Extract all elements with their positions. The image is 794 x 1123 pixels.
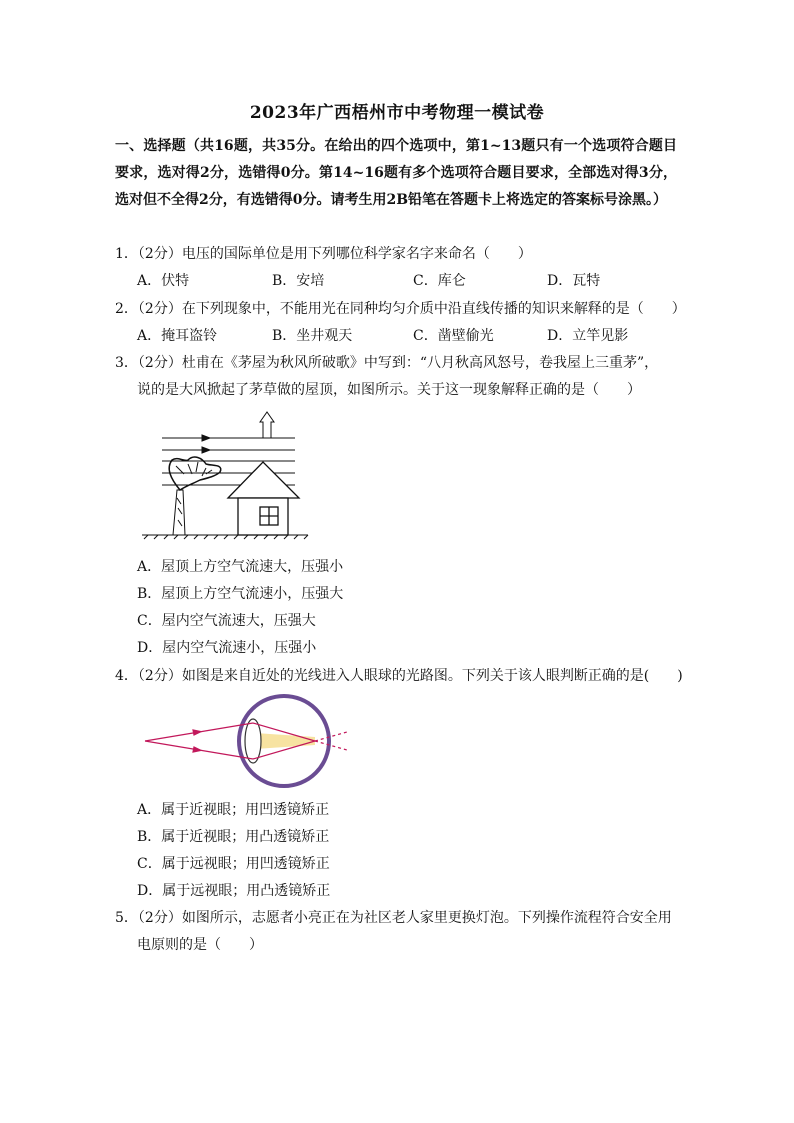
q1-option-d[interactable]: D．瓦特: [547, 273, 601, 289]
page-title: 2023年广西梧州市中考物理一模试卷: [249, 103, 545, 123]
q2-option-a[interactable]: A．掩耳盗铃: [137, 328, 218, 344]
question-1: 1．（2分）电压的国际单位是用下列哪位科学家名字来命名（ ）: [115, 246, 532, 262]
question-5-line-2: 电原则的是（ ）: [137, 937, 263, 953]
eye-lens-figure: [143, 693, 348, 793]
up-arrow-icon: [260, 412, 274, 438]
q3-option-d[interactable]: D．屋内空气流速小，压强小: [137, 640, 317, 656]
q3-option-c[interactable]: C．屋内空气流速大，压强大: [137, 613, 316, 629]
q2-option-b[interactable]: B．坐井观天: [272, 328, 353, 344]
house-tree-wind-figure: [140, 408, 310, 540]
tree-icon: [169, 457, 221, 535]
q1-option-a[interactable]: A．伏特: [137, 273, 190, 289]
q4-option-d[interactable]: D．属于远视眼；用凸透镜矫正: [137, 883, 331, 899]
q4-option-b[interactable]: B．属于近视眼；用凸透镜矫正: [137, 829, 330, 845]
section-instructions: 一、选择题（共16题，共35分。在给出的四个选项中，第1~13题只有一个选项符合题目要求，选对得2分，选错得0分。第14~16题有多个选项符合题目要求，全部选对得3分，选对但不全得2分，有选错得0分。请考生用2B铅笔在答题卡上将选定的答案标号涂黑。）: [115, 138, 677, 208]
q3-option-b[interactable]: B．屋顶上方空气流速小，压强大: [137, 586, 344, 602]
question-1-options: [137, 270, 677, 290]
focus-region: [255, 733, 315, 749]
q2-option-d[interactable]: D．立竿见影: [547, 328, 629, 344]
question-4: 4．（2分）如图是来自近处的光线进入人眼球的光路图。下列关于该人眼判断正确的是( ): [115, 668, 683, 684]
q3-option-a[interactable]: A．屋顶上方空气流速大，压强小: [137, 559, 344, 575]
q1-option-b[interactable]: B．安培: [272, 273, 325, 289]
question-5-line-1: 5．（2分）如图所示，志愿者小亮正在为社区老人家里更换灯泡。下列操作流程符合安全用: [115, 910, 672, 926]
q1-option-c[interactable]: C．库仑: [413, 273, 466, 289]
lens-icon: [245, 719, 261, 763]
q4-option-a[interactable]: A．属于近视眼；用凹透镜矫正: [137, 802, 330, 818]
question-3-line-2: 说的是大风掀起了茅草做的屋顶，如图所示。关于这一现象解释正确的是（ ）: [137, 382, 641, 398]
question-2-options: [137, 325, 677, 345]
question-3-line-1: 3．（2分）杜甫在《茅屋为秋风所破歌》中写到：“八月秋高风怒号，卷我屋上三重茅”，: [115, 355, 659, 371]
q4-option-c[interactable]: C．属于远视眼；用凹透镜矫正: [137, 856, 330, 872]
q2-option-c[interactable]: C．凿壁偷光: [413, 328, 494, 344]
question-2: 2．（2分）在下列现象中，不能用光在同种均匀介质中沿直线传播的知识来解释的是（ ）: [115, 301, 686, 317]
